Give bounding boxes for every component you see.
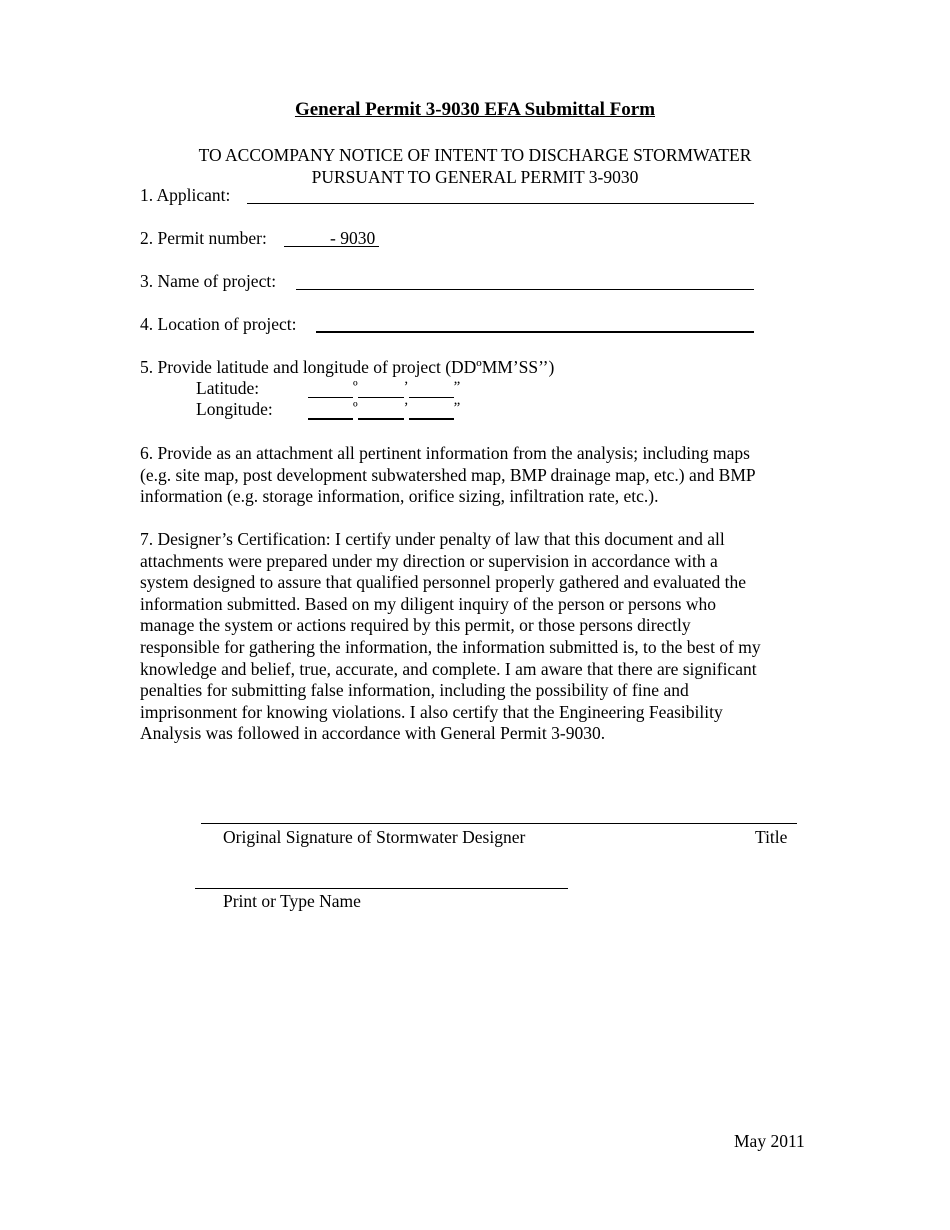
latitude-minutes-field[interactable] bbox=[358, 380, 404, 398]
longitude-seconds-field[interactable] bbox=[409, 401, 454, 420]
signature-line[interactable] bbox=[201, 823, 797, 824]
project-location-label: 4. Location of project: bbox=[140, 314, 297, 334]
subtitle-line-1: TO ACCOMPANY NOTICE OF INTENT TO DISCHARGE STORMWATER bbox=[198, 145, 752, 165]
second-symbol: ” bbox=[453, 400, 461, 416]
item-6-line: information (e.g. storage information, orifice sizing, infiltration rate, etc.). bbox=[140, 486, 659, 507]
item-6-paragraph bbox=[140, 443, 812, 508]
longitude-degrees-field[interactable] bbox=[308, 401, 353, 420]
project-location-field[interactable] bbox=[316, 331, 754, 333]
item-7-line: imprisonment for knowing violations. I also certify that the Engineering Feasibility bbox=[140, 701, 723, 722]
item-7-line: responsible for gathering the information, the information submitted is, to the best of my bbox=[140, 636, 761, 657]
item-7-line: information submitted. Based on my diligent inquiry of the person or persons who bbox=[140, 593, 716, 614]
longitude-minutes-field[interactable] bbox=[358, 401, 404, 420]
item-7-line: Analysis was followed in accordance with General Permit 3-9030. bbox=[140, 723, 606, 744]
degree-symbol: º bbox=[353, 400, 358, 416]
footer-date: May 2011 bbox=[734, 1131, 805, 1151]
subtitle-line-2: PURSUANT TO GENERAL PERMIT 3-9030 bbox=[311, 167, 639, 187]
item-6-line: 6. Provide as an attachment all pertinent information from the analysis; including maps bbox=[140, 443, 750, 463]
project-name-field[interactable] bbox=[296, 289, 754, 290]
item-7-line: system designed to assure that qualified personnel properly gathered and evaluated the bbox=[140, 572, 746, 593]
second-symbol: ” bbox=[453, 379, 461, 395]
form-title: General Permit 3-9030 EFA Submittal Form bbox=[294, 99, 656, 120]
degree-symbol: º bbox=[353, 379, 358, 395]
item-7-line: knowledge and belief, true, accurate, and complete. I am aware that there are significant bbox=[140, 658, 757, 679]
latitude-degrees-field[interactable] bbox=[308, 380, 353, 398]
item-7-line: 7. Designer’s Certification: I certify under penalty of law that this document and all bbox=[140, 529, 725, 549]
item-7-line: attachments were prepared under my direction or supervision in accordance with a bbox=[140, 550, 718, 571]
latitude-label: Latitude: bbox=[196, 378, 260, 398]
form-subtitle bbox=[0, 144, 950, 188]
minute-symbol: ’ bbox=[403, 400, 409, 416]
longitude-label: Longitude: bbox=[196, 399, 273, 419]
project-name-label: 3. Name of project: bbox=[140, 271, 277, 291]
title-label: Title bbox=[755, 827, 788, 847]
item-7-line: manage the system or actions required by this permit, or those persons directly bbox=[140, 615, 691, 636]
longitude-row bbox=[196, 399, 461, 419]
item-7-line: penalties for submitting false information, including the possibility of fine and bbox=[140, 680, 689, 701]
permit-number-label: 2. Permit number: bbox=[140, 228, 267, 248]
print-name-label: Print or Type Name bbox=[223, 891, 361, 911]
coordinates-heading: 5. Provide latitude and longitude of project (DDºMM’SS’’) bbox=[140, 357, 555, 377]
item-7-certification bbox=[140, 529, 812, 745]
print-name-line[interactable] bbox=[195, 888, 568, 889]
permit-number-suffix: - 9030 bbox=[330, 228, 376, 248]
latitude-row bbox=[196, 378, 461, 398]
applicant-field[interactable] bbox=[247, 203, 754, 204]
minute-symbol: ’ bbox=[403, 379, 409, 395]
signature-label: Original Signature of Stormwater Designer bbox=[223, 827, 526, 847]
latitude-seconds-field[interactable] bbox=[409, 380, 454, 398]
item-6-line: (e.g. site map, post development subwatershed map, BMP drainage map, etc.) and BMP bbox=[140, 464, 756, 485]
applicant-label: 1. Applicant: bbox=[140, 185, 231, 205]
